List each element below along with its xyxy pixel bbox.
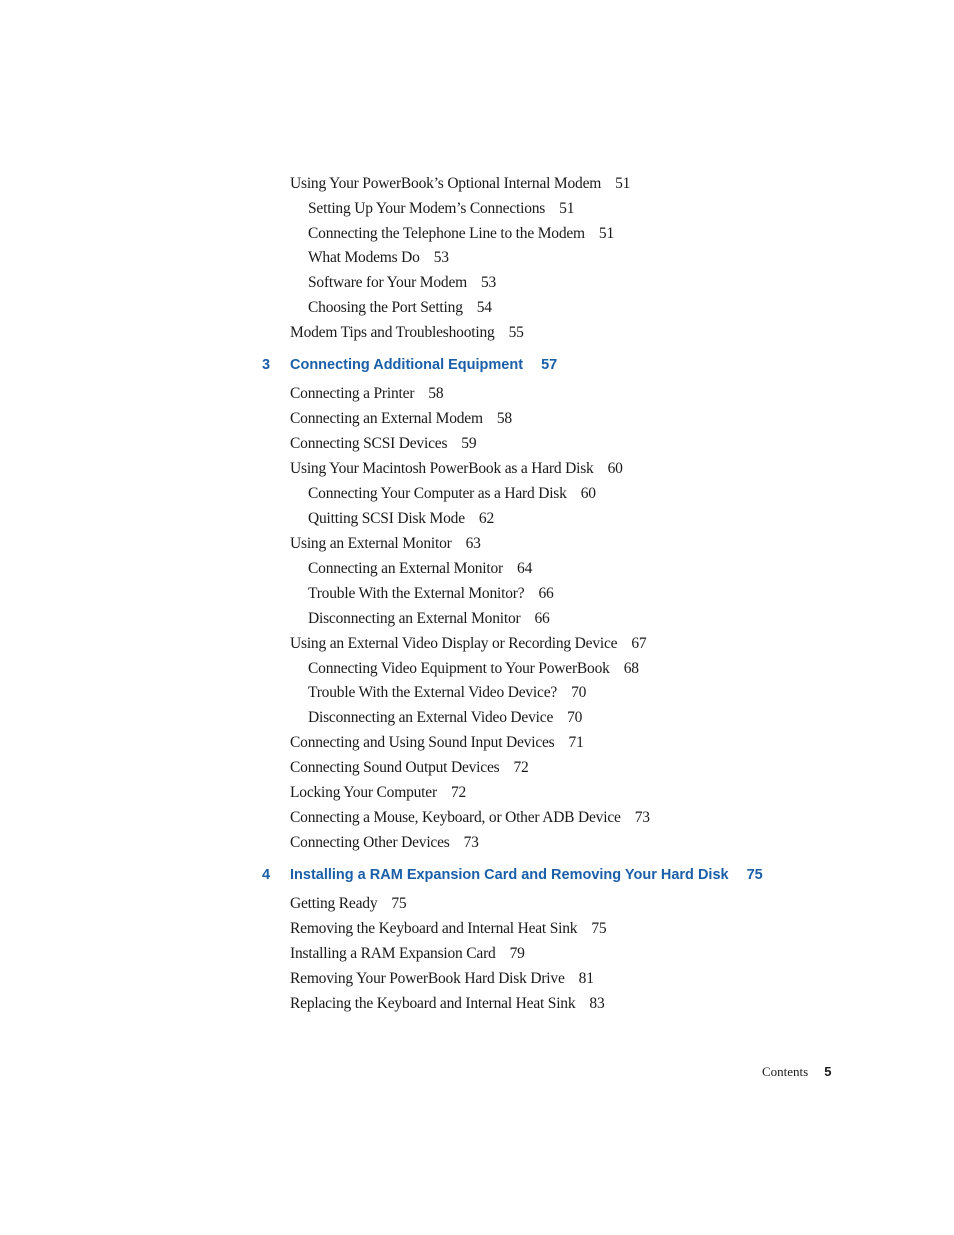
toc-entry-page: 71 — [568, 734, 584, 751]
toc-entry-page: 55 — [508, 324, 524, 341]
toc-entry — [290, 733, 584, 753]
toc-entry-title: Connecting SCSI Devices — [290, 435, 448, 452]
toc-entry-title: Connecting and Using Sound Input Devices — [290, 734, 555, 751]
chapter-page: 75 — [746, 867, 763, 883]
chapter-heading-3 — [262, 355, 557, 375]
chapter-page: 57 — [541, 357, 558, 373]
toc-entry-title: Software for Your Modem — [308, 274, 467, 291]
toc-entry-page: 72 — [513, 759, 529, 776]
toc-entry-page: 75 — [391, 895, 407, 912]
toc-entry-page: 67 — [631, 635, 647, 652]
toc-entry-title: Trouble With the External Monitor? — [308, 585, 525, 602]
toc-entry-page: 75 — [591, 920, 607, 937]
toc-entry-title: Getting Ready — [290, 895, 378, 912]
chapter-number: 4 — [262, 867, 271, 883]
toc-entry — [290, 409, 512, 429]
toc-entry — [308, 484, 596, 504]
toc-entry-page: 51 — [615, 175, 631, 192]
toc-entry — [290, 919, 606, 939]
toc-entry — [290, 634, 646, 654]
toc-entry — [308, 609, 550, 629]
toc-entry-title: Quitting SCSI Disk Mode — [308, 510, 465, 527]
toc-entry-page: 51 — [559, 200, 575, 217]
chapter-title: Installing a RAM Expansion Card and Removing Your Hard Disk — [290, 867, 729, 883]
toc-entry-page: 72 — [450, 784, 467, 801]
toc-entry-title: Installing a RAM Expansion Card — [290, 945, 496, 962]
toc-entry-title: Trouble With the External Video Device? — [308, 684, 558, 701]
toc-entry — [290, 969, 594, 989]
toc-entry-page: 64 — [517, 560, 533, 577]
toc-entry-page: 62 — [478, 510, 494, 527]
toc-entry-page: 58 — [496, 410, 512, 427]
toc-entry — [308, 273, 496, 293]
toc-entry-page: 68 — [623, 660, 639, 677]
toc-entry-title: Connecting Sound Output Devices — [290, 759, 500, 776]
toc-entry-title: Removing Your PowerBook Hard Disk Drive — [290, 970, 565, 987]
toc-entry-page: 66 — [538, 585, 554, 602]
toc-entry-page: 59 — [461, 435, 477, 452]
toc-entry — [308, 199, 574, 219]
chapter-heading-4 — [262, 865, 763, 885]
toc-entry-title: Connecting the Telephone Line to the Modem — [308, 225, 585, 242]
toc-entry-title: Setting Up Your Modem’s Connections — [308, 200, 546, 217]
toc-entry — [290, 534, 481, 554]
toc-entry-title: Connecting Your Computer as a Hard Disk — [308, 485, 567, 502]
toc-entry — [290, 833, 479, 853]
toc-entry — [308, 559, 532, 579]
toc-entry-title: Choosing the Port Setting — [308, 299, 463, 316]
toc-entry-title: Connecting an External Modem — [290, 410, 483, 427]
toc-entry — [290, 894, 406, 914]
toc-entry — [308, 509, 494, 529]
toc-entry-title: Connecting a Mouse, Keyboard, or Other ADB Device — [290, 809, 621, 826]
toc-entry-page: 81 — [578, 970, 594, 987]
chapter-title: Connecting Additional Equipment — [290, 357, 524, 373]
toc-entry-page: 58 — [428, 385, 444, 402]
toc-entry-title: Modem Tips and Troubleshooting — [290, 324, 495, 341]
toc-entry-page: 60 — [607, 460, 623, 477]
toc-entry-page: 53 — [481, 274, 497, 291]
toc-entry-title: What Modems Do — [308, 249, 420, 266]
toc-entry-page: 83 — [589, 995, 605, 1012]
footer-label: Contents — [762, 1064, 809, 1079]
toc-entry-title: Using Your Macintosh PowerBook as a Hard Disk — [290, 460, 594, 477]
toc-entry — [290, 944, 525, 964]
toc-entry-title: Removing the Keyboard and Internal Heat Sink — [290, 920, 578, 937]
toc-entry-title: Connecting a Printer — [290, 385, 415, 402]
toc-entry-page: 70 — [567, 709, 583, 726]
toc-entry-page: 73 — [634, 809, 650, 826]
toc-entry-page: 70 — [571, 684, 587, 701]
toc-entry — [308, 298, 492, 318]
toc-entry — [290, 459, 623, 479]
toc-entry — [308, 708, 582, 728]
toc-entry — [290, 434, 476, 454]
toc-entry — [290, 758, 529, 778]
toc-entry — [308, 224, 614, 244]
toc-entry-page: 51 — [598, 225, 615, 242]
toc-entry — [290, 994, 605, 1014]
toc-entry-title: Connecting an External Monitor — [308, 560, 504, 577]
toc-entry — [308, 248, 449, 268]
chapter-number: 3 — [262, 357, 271, 373]
toc-entry-page: 53 — [433, 249, 449, 266]
toc-entry — [290, 808, 650, 828]
toc-entry-page: 63 — [465, 535, 481, 552]
toc-entry — [290, 384, 443, 404]
toc-entry-title: Disconnecting an External Video Device — [308, 709, 554, 726]
toc-entry-title: Disconnecting an External Monitor — [308, 610, 521, 627]
toc-entry — [290, 174, 630, 194]
toc-entry-title: Using an External Monitor — [290, 535, 452, 552]
toc-entry-title: Locking Your Computer — [290, 784, 437, 801]
page-footer — [762, 1062, 831, 1082]
toc-entry-title: Connecting Other Devices — [290, 834, 450, 851]
toc-entry-title: Using Your PowerBook’s Optional Internal Modem — [290, 175, 602, 192]
toc-entry — [290, 783, 466, 803]
toc-entry-page: 79 — [509, 945, 525, 962]
toc-entry — [308, 659, 639, 679]
toc-entry-title: Connecting Video Equipment to Your PowerBook — [308, 660, 610, 677]
page-number: 5 — [824, 1064, 832, 1079]
toc-entry-page: 66 — [534, 610, 550, 627]
toc-entry-page: 60 — [580, 485, 596, 502]
toc-entry-page: 73 — [463, 834, 479, 851]
toc-entry — [290, 323, 524, 343]
toc-entry — [308, 683, 586, 703]
toc-entry-page: 54 — [476, 299, 492, 316]
toc-entry — [308, 584, 554, 604]
toc-entry-title: Using an External Video Display or Recording Device — [290, 635, 618, 652]
toc-entry-title: Replacing the Keyboard and Internal Heat Sink — [290, 995, 576, 1012]
